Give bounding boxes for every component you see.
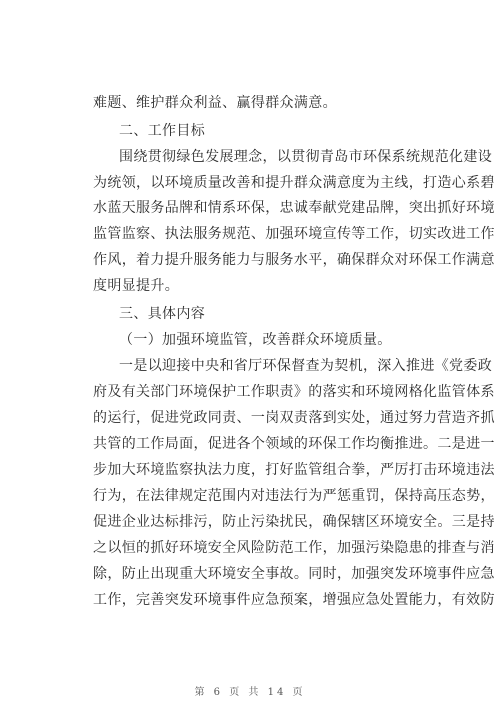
paragraph-line: 为统领，以环境质量改善和提升群众满意度为主线，打造心系碧 xyxy=(93,175,495,191)
paragraph-line: 之以恒的抓好环境安全风险防范工作，加强污染隐患的排查与消 xyxy=(93,540,495,556)
text-line-continuation: 难题、维护群众利益、赢得群众满意。 xyxy=(93,95,337,111)
paragraph-line: 一是以迎接中央和省厅环保督查为契机，深入推进《党委政 xyxy=(119,358,493,374)
paragraph-line: 围绕贯彻绿色发展理念，以贯彻青岛市环保系统规范化建设 xyxy=(119,149,493,165)
paragraph-line: 府及有关部门环境保护工作职责》的落实和环境网格化监管体系 xyxy=(93,384,495,400)
paragraph-line: 水蓝天服务品牌和情系环保，忠诚奉献党建品牌，突出抓好环境 xyxy=(93,200,495,216)
paragraph-line: 行为，在法律规定范围内对违法行为严惩重罚，保持高压态势， xyxy=(93,488,495,504)
paragraph-line: 度明显提升。 xyxy=(93,278,180,294)
paragraph-line: 的运行，促进党政同责、一岗双责落到实处，通过努力营造齐抓 xyxy=(93,410,495,426)
paragraph-line: 工作，完善突发环境事件应急预案，增强应急处置能力，有效防 xyxy=(93,592,495,608)
subsection-heading: （一）加强环境监管，改善群众环境质量。 xyxy=(119,332,392,348)
paragraph-line: 监管监察、执法服务规范、加强环境宣传等工作，切实改进工作 xyxy=(93,226,495,242)
paragraph-line: 共管的工作局面，促进各个领域的环保工作均衡推进。二是进一 xyxy=(93,436,495,452)
paragraph-line: 除，防止出现重大环境安全事故。同时，加强突发环境事件应急 xyxy=(93,566,495,582)
paragraph-line: 步加大环境监察执法力度，打好监管组合拳，严厉打击环境违法 xyxy=(93,462,495,478)
page-number-footer: 第 6 页 共 14 页 xyxy=(194,687,306,698)
section-heading-goals: 二、工作目标 xyxy=(119,123,206,139)
paragraph-line: 促进企业达标排污，防止污染扰民，确保辖区环境安全。三是持 xyxy=(93,514,495,530)
section-heading-content: 三、具体内容 xyxy=(119,306,206,322)
paragraph-line: 作风，着力提升服务能力与服务水平，确保群众对环保工作满意 xyxy=(93,252,495,268)
